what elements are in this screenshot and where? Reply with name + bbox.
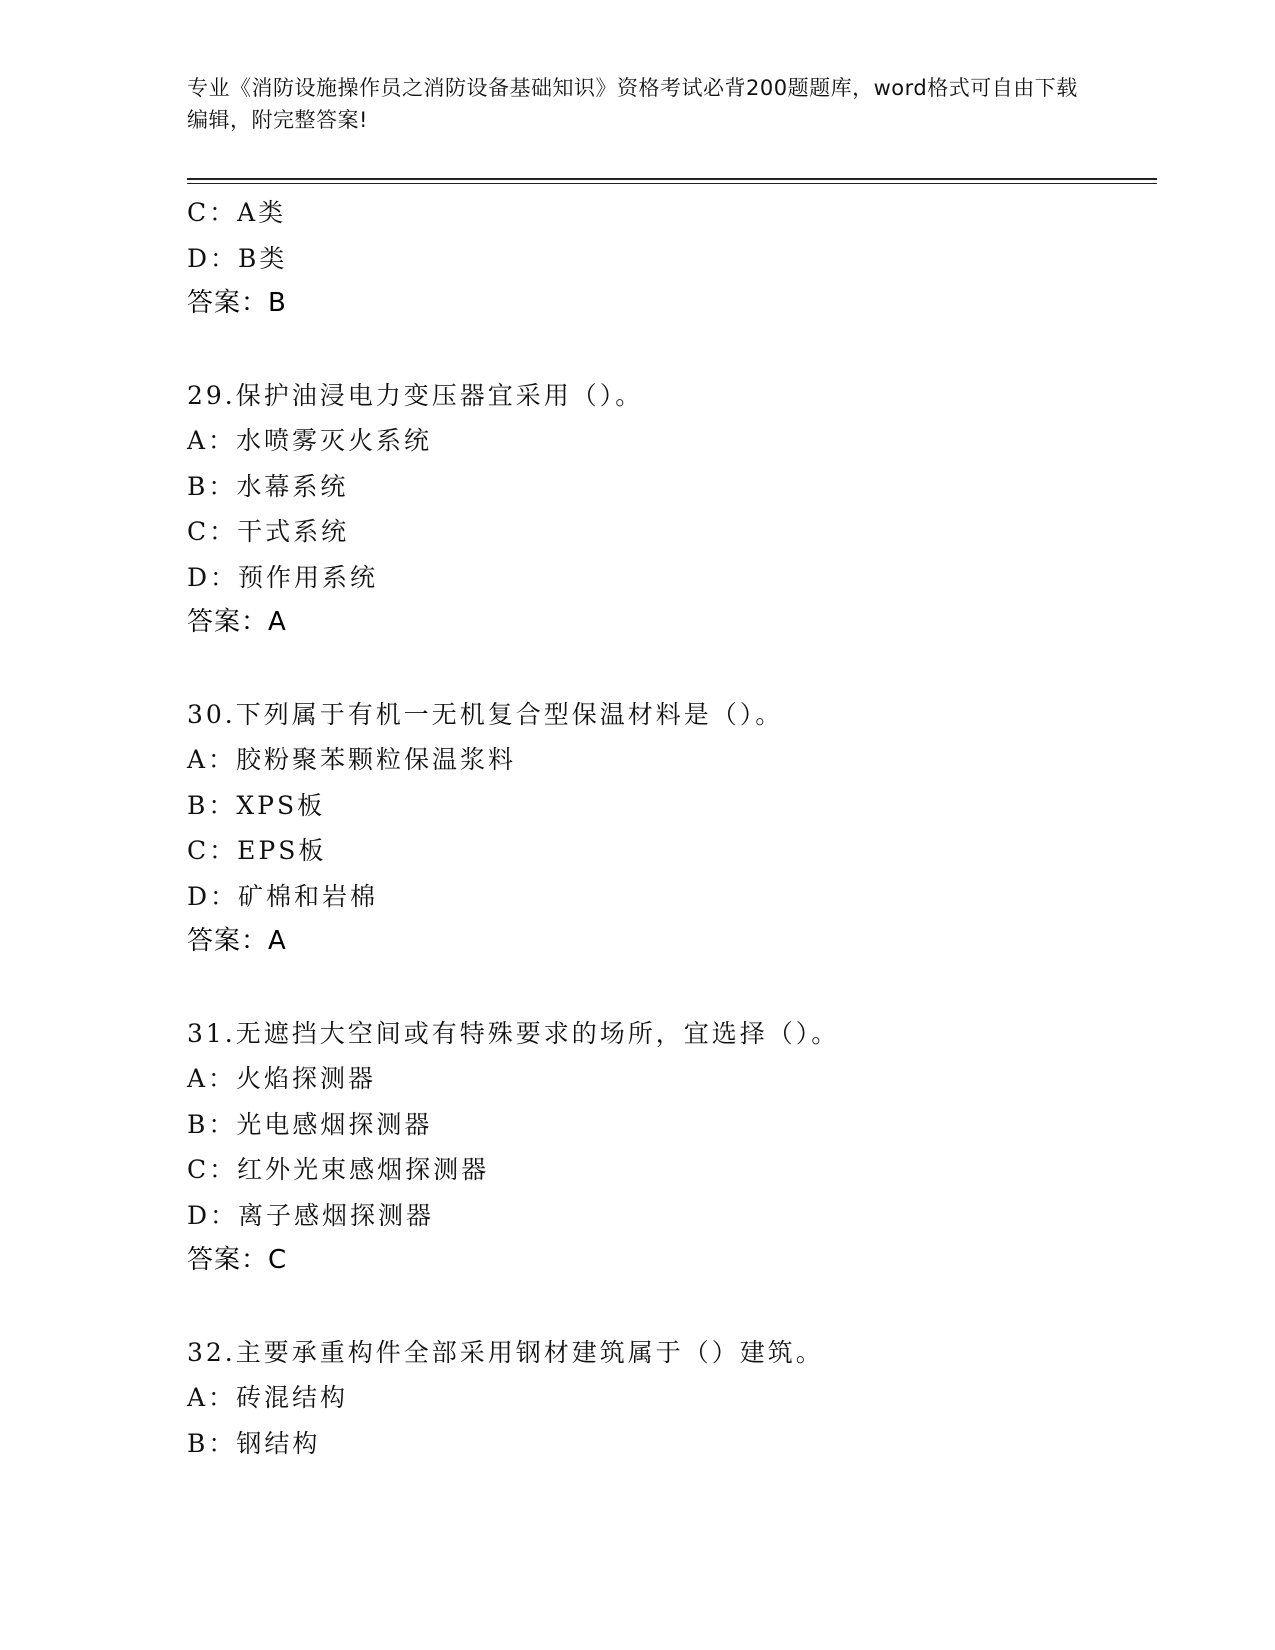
question-stem: 29.保护油浸电力变压器宜采用（）。: [187, 380, 644, 410]
question-31: [187, 1011, 1147, 1284]
option-d: D：矿棉和岩棉: [187, 881, 379, 911]
question-32: [187, 1330, 1147, 1467]
answer: 答案：C: [187, 1245, 288, 1275]
document-header: 专业《消防设施操作员之消防设备基础知识》资格考试必背200题题库，word格式可自由下载编辑，附完整答案!: [187, 76, 1078, 132]
question-stem: 32.主要承重构件全部采用钢材建筑属于（）建筑。: [187, 1337, 824, 1367]
header-divider-thin: [187, 183, 1157, 184]
option-d: D：B类: [187, 243, 288, 273]
option-b: B：钢结构: [187, 1428, 321, 1458]
option-c: C：干式系统: [187, 517, 350, 546]
option-b: B：水幕系统: [187, 471, 349, 501]
question-29: [187, 373, 1147, 646]
option-c: C：红外光束感烟探测器: [187, 1155, 490, 1184]
prev-question-tail: [187, 190, 1147, 327]
option-c: C：EPS板: [187, 836, 327, 865]
option-a: A：砖混结构: [187, 1383, 349, 1412]
question-list: [187, 190, 1147, 1466]
option-d: D：预作用系统: [187, 562, 379, 592]
option-a: A：火焰探测器: [187, 1064, 377, 1093]
option-c: C：A类: [187, 198, 287, 227]
option-b: B：光电感烟探测器: [187, 1109, 433, 1139]
answer: 答案：A: [187, 926, 287, 956]
question-stem: 31.无遮挡大空间或有特殊要求的场所，宜选择（）。: [187, 1018, 840, 1048]
header-divider-thick: [187, 178, 1157, 180]
question-stem: 30.下列属于有机一无机复合型保温材料是（）。: [187, 699, 784, 729]
option-d: D：离子感烟探测器: [187, 1200, 435, 1230]
question-30: [187, 692, 1147, 965]
answer: 答案：B: [187, 288, 287, 318]
option-a: A：水喷雾灭火系统: [187, 426, 433, 455]
option-a: A：胶粉聚苯颗粒保温浆料: [187, 745, 517, 774]
option-b: B：XPS板: [187, 790, 326, 820]
answer: 答案：A: [187, 607, 287, 637]
